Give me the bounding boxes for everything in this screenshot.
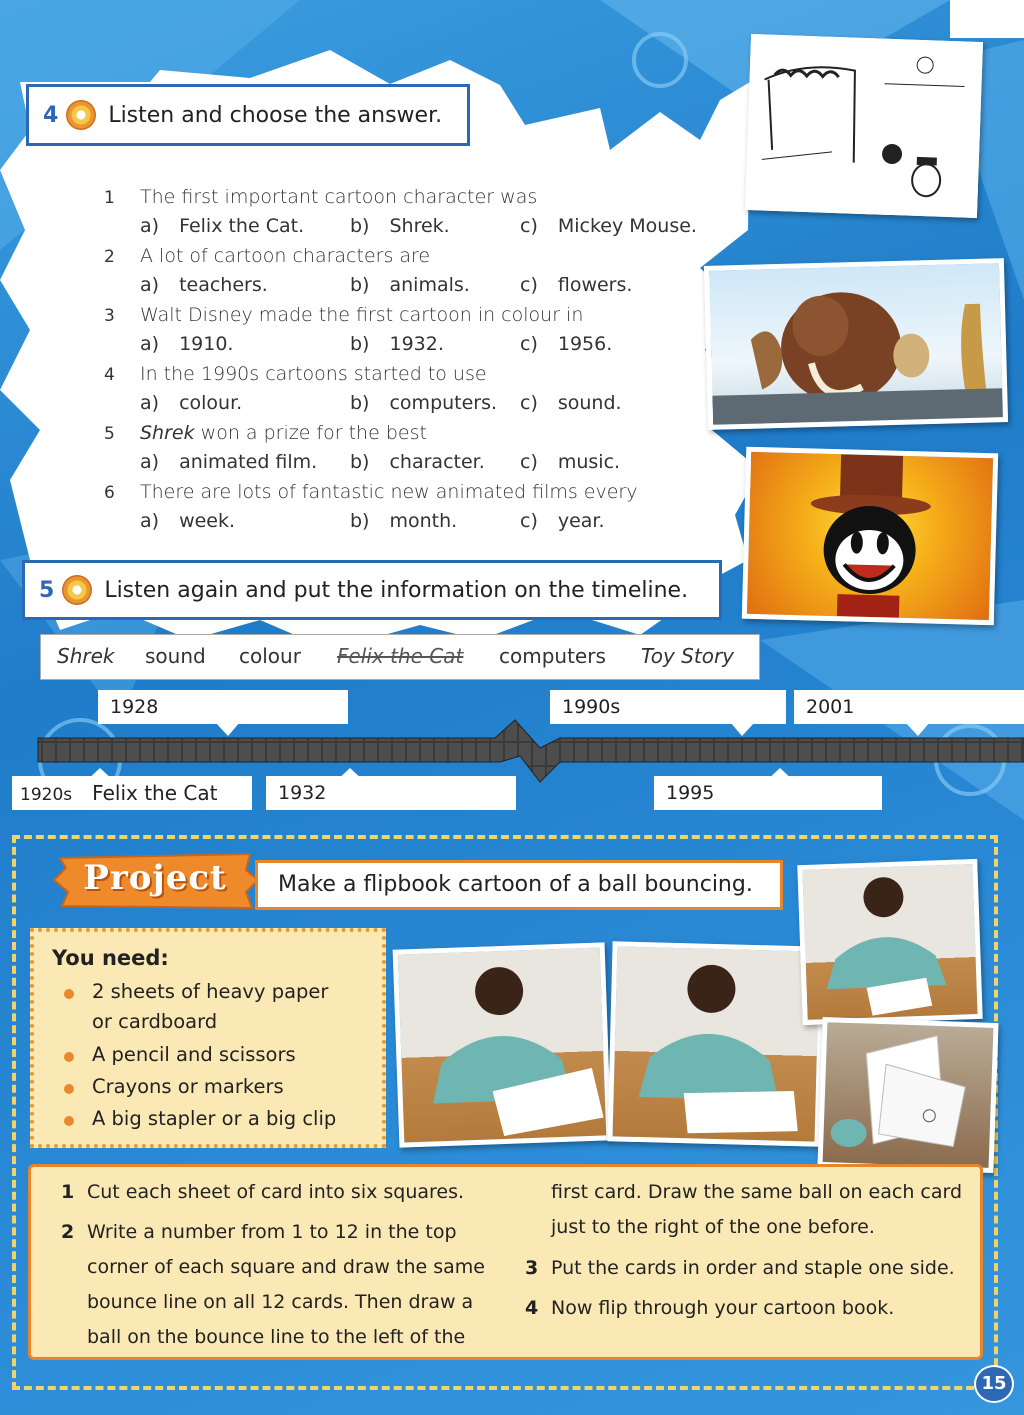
word-bank (40, 634, 760, 680)
flipbook-photo (817, 1017, 998, 1173)
step-2-line: ball on the bounce line to the left of the (87, 1326, 466, 1348)
step-2: 2 Write a number from 1 to 12 in the top (61, 1221, 457, 1243)
exercise4-title-box (26, 84, 470, 146)
option-a[interactable]: a) teachers. (140, 274, 268, 296)
project-steps-box (28, 1164, 983, 1360)
option-c[interactable]: c) year. (520, 510, 605, 532)
timeline-1928[interactable]: 1928 (98, 690, 348, 724)
step-4: 4 Now flip through your cartoon book. (525, 1297, 895, 1319)
bullet-icon (64, 1084, 74, 1094)
option-a[interactable]: a) Felix the Cat. (140, 215, 305, 237)
girl-photo-2 (613, 946, 820, 1141)
bullet-icon (64, 1052, 74, 1062)
option-a[interactable]: a) animated film. (140, 451, 318, 473)
exercise4-number: 4 (43, 102, 59, 128)
option-a[interactable]: a) colour. (140, 392, 243, 414)
cartoon-sketch-drawing (750, 39, 978, 213)
bullet-icon (64, 1116, 74, 1126)
need-item: Crayons or markers (64, 1075, 284, 1098)
option-c[interactable]: c) music. (520, 451, 621, 473)
exercise5-title-box (22, 560, 722, 620)
step-2-line: corner of each square and draw the same (87, 1256, 485, 1278)
exercise5-title: Listen again and put the information on the timeline. (104, 577, 689, 603)
question-number: 6 (104, 483, 115, 503)
mickey-drawing (747, 452, 993, 620)
girl-cutting-paper-photo (393, 942, 612, 1147)
bullet-icon (64, 989, 74, 999)
question-text: In the 1990s cartoons started to use (140, 363, 487, 385)
timeline-1932[interactable]: 1932 (266, 776, 516, 810)
step-2-line: bounce line on all 12 cards. Then draw a (87, 1291, 474, 1313)
question-number: 5 (104, 424, 115, 444)
step-3: 3 Put the cards in order and staple one side. (525, 1257, 955, 1279)
option-a[interactable]: a) 1910. (140, 333, 234, 355)
cd-audio-icon[interactable] (66, 100, 96, 130)
option-b[interactable]: b) Shrek. (350, 215, 450, 237)
word-computers[interactable]: computers (499, 644, 606, 668)
need-item-cont: or cardboard (92, 1010, 218, 1033)
timeline-2001[interactable]: 2001 (794, 690, 1024, 724)
option-b[interactable]: b) month. (350, 510, 458, 532)
step-2-cont: just to the right of the one before. (551, 1216, 875, 1238)
timeline-1990s[interactable]: 1990s (550, 690, 786, 724)
sketch-cartoon-image (745, 34, 983, 218)
question-number: 2 (104, 247, 115, 267)
exercise5-number: 5 (39, 577, 55, 603)
option-b[interactable]: b) character. (350, 451, 485, 473)
girl-drawing-photo (607, 941, 824, 1146)
option-c[interactable]: c) sound. (520, 392, 622, 414)
ice-age-drawing (709, 263, 1003, 425)
step-1: 1 Cut each sheet of card into six squares. (61, 1181, 465, 1203)
option-b[interactable]: b) 1932. (350, 333, 444, 355)
option-b[interactable]: b) animals. (350, 274, 470, 296)
you-need-title: You need: (52, 946, 169, 970)
option-a[interactable]: a) week. (140, 510, 236, 532)
need-item: A big stapler or a big clip (64, 1107, 336, 1130)
word-sound[interactable]: sound (145, 644, 206, 668)
exercise4-title: Listen and choose the answer. (108, 102, 443, 128)
word-toy-story[interactable]: Toy Story (641, 644, 735, 668)
timeline-1995[interactable]: 1995 (654, 776, 882, 810)
timeline-1920s[interactable]: 1920s Felix the Cat (12, 776, 252, 810)
question-text: The first important cartoon character was (140, 186, 538, 208)
option-b[interactable]: b) computers. (350, 392, 498, 414)
word-shrek[interactable]: Shrek (57, 644, 115, 668)
option-c[interactable]: c) flowers. (520, 274, 633, 296)
you-need-box (30, 928, 386, 1148)
girl-photo-3 (802, 864, 977, 1020)
option-c[interactable]: c) 1956. (520, 333, 613, 355)
question-text: Shrek won a prize for the best (140, 422, 427, 444)
need-item: 2 sheets of heavy paper (64, 980, 328, 1003)
question-number: 1 (104, 188, 115, 208)
flipbook-drawing (823, 1022, 994, 1168)
step-2-cont: first card. Draw the same ball on each card (551, 1181, 963, 1203)
mickey-mouse-image (742, 447, 998, 626)
ice-age-characters-image (704, 258, 1008, 430)
question-text: There are lots of fantastic new animated films every (140, 481, 638, 503)
girl-stapling-photo (797, 859, 982, 1025)
question-text: A lot of cartoon characters are (140, 245, 431, 267)
question-number: 4 (104, 365, 115, 385)
need-item: A pencil and scissors (64, 1043, 296, 1066)
word-felix-the-cat[interactable]: Felix the Cat (337, 644, 464, 668)
word-colour[interactable]: colour (239, 644, 301, 668)
girl-photo-1 (398, 948, 606, 1143)
option-c[interactable]: c) Mickey Mouse. (520, 215, 697, 237)
project-badge: Project (83, 858, 227, 898)
question-number: 3 (104, 306, 115, 326)
question-text: Walt Disney made the first cartoon in colour in (140, 304, 584, 326)
page-number: 15 (974, 1365, 1014, 1403)
project-title: Make a flipbook cartoon of a ball bouncing. (255, 860, 783, 910)
cd-audio-icon[interactable] (62, 575, 92, 605)
